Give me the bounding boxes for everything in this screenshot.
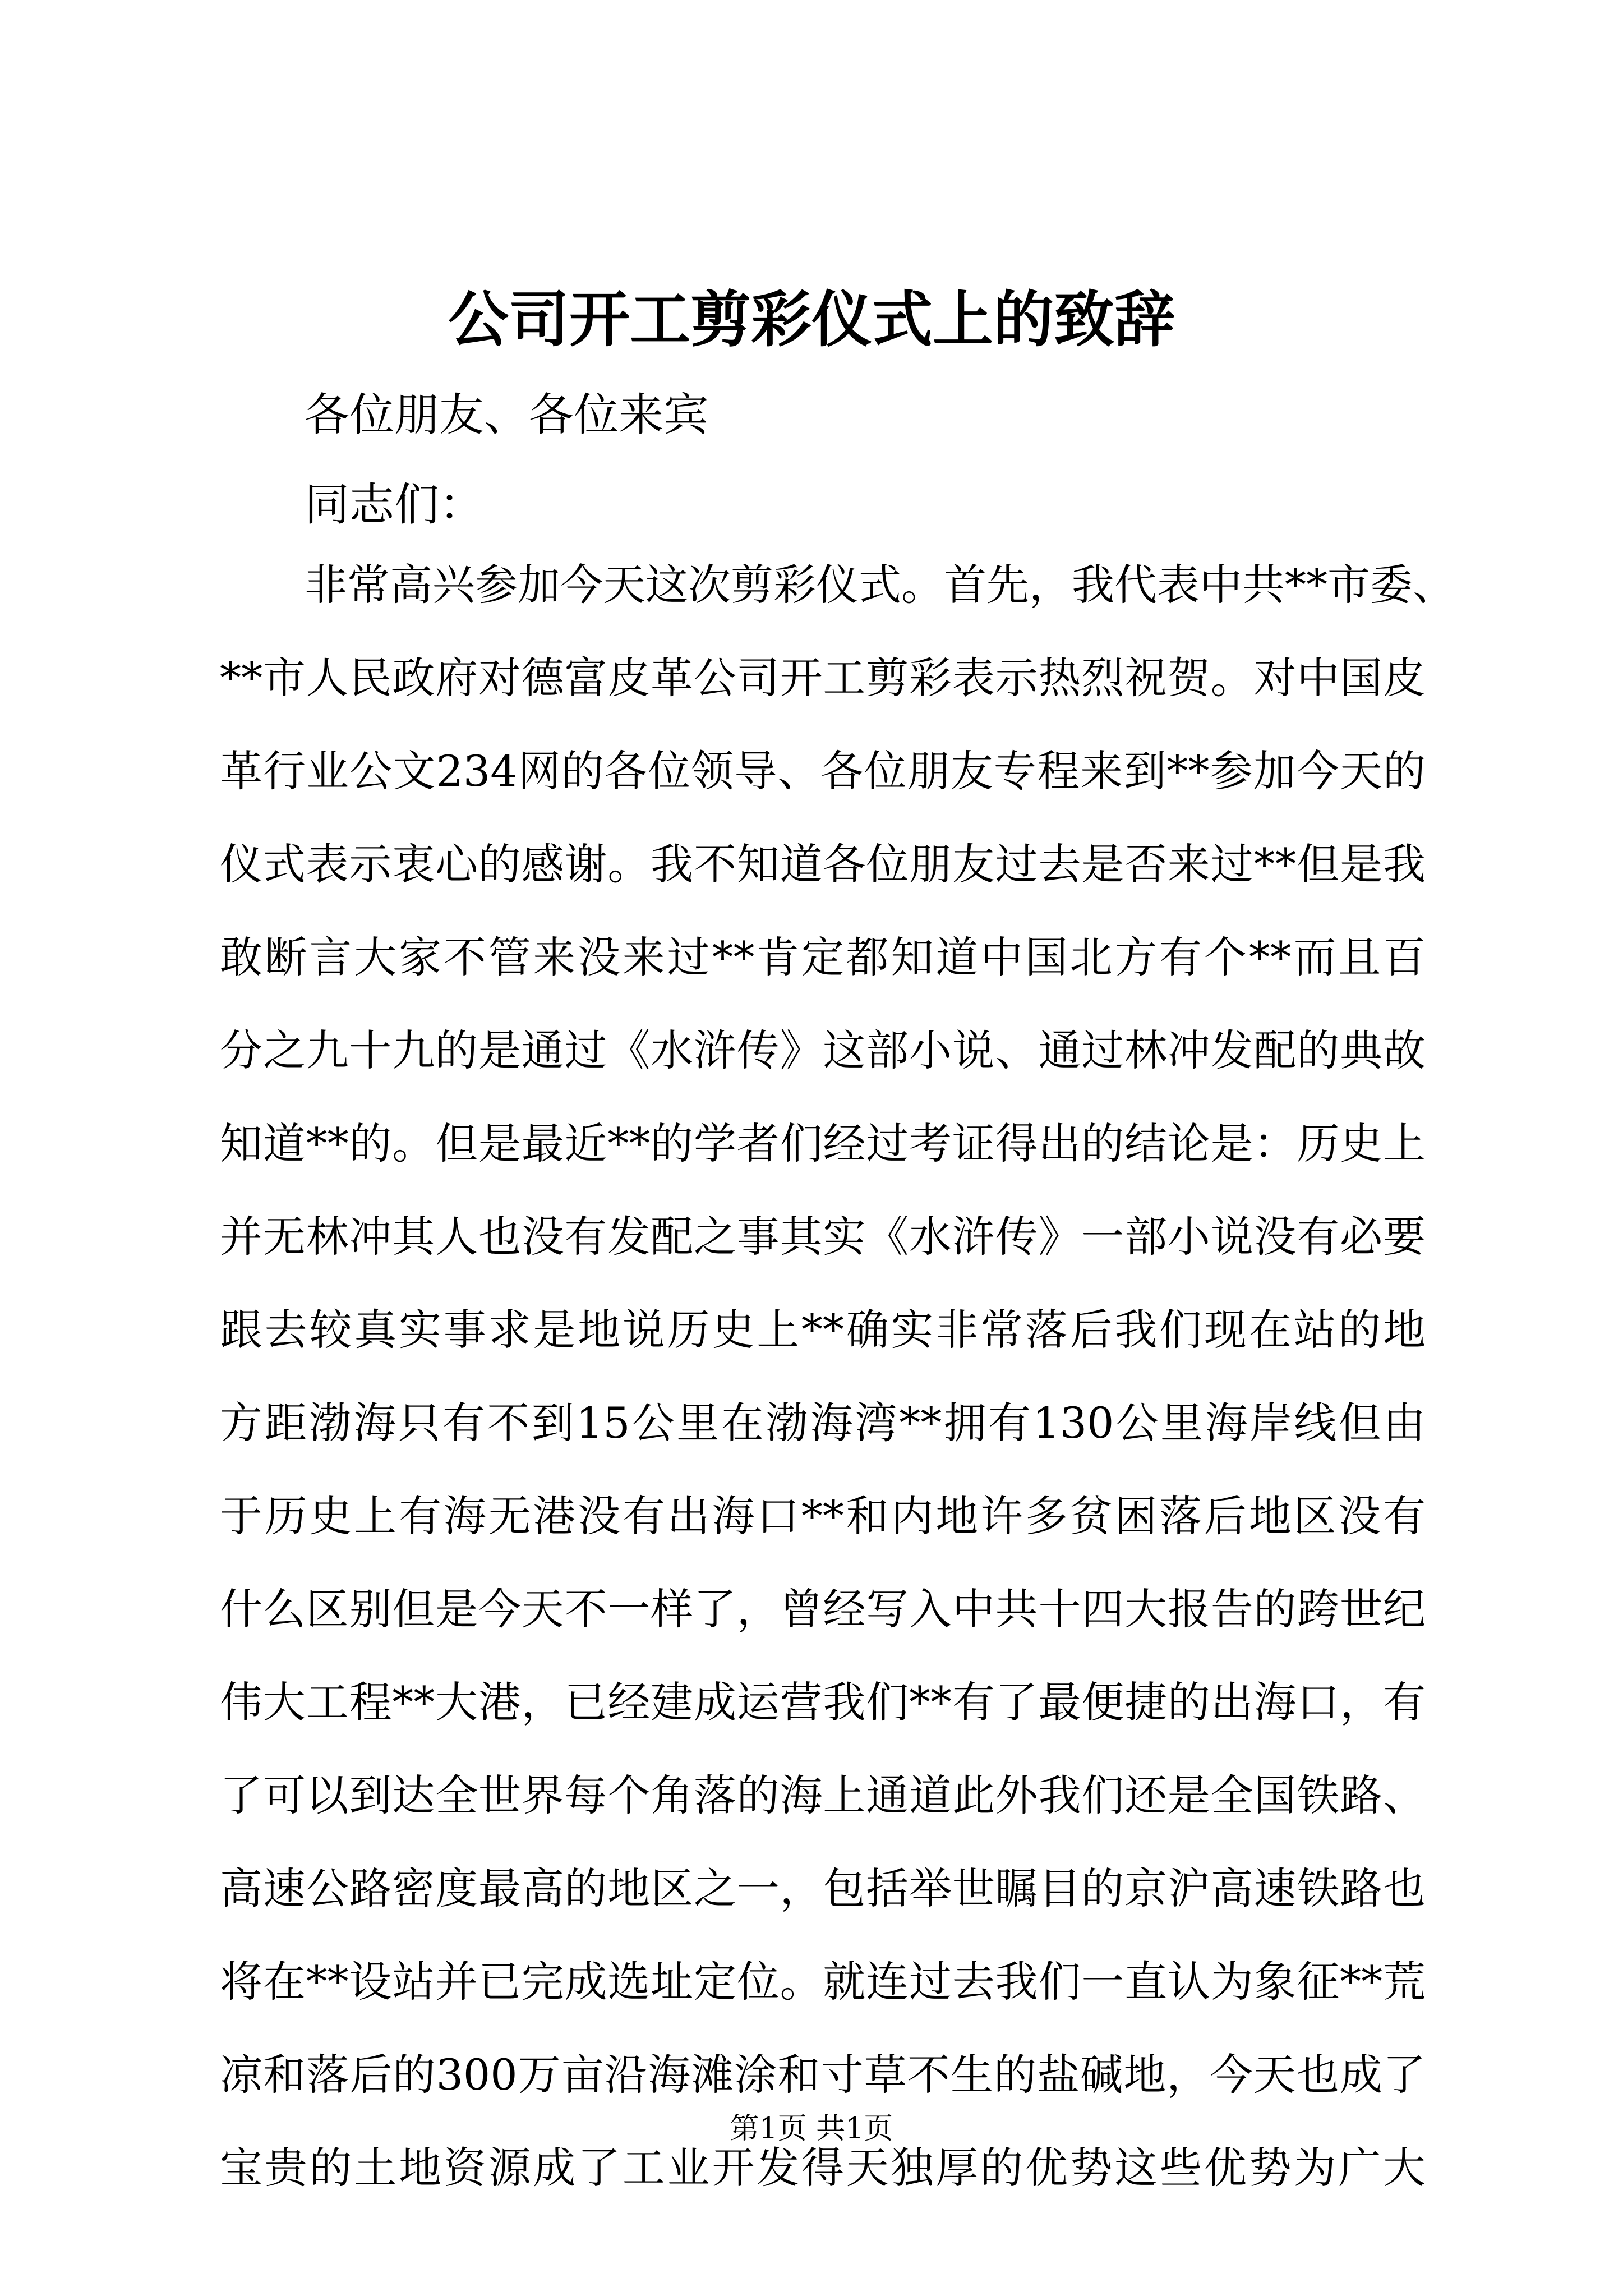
body-line: **市人民政府对德富皮革公司开工剪彩表示热烈祝贺。对中国皮	[220, 653, 1426, 703]
body-line: 凉和落后的300万亩沿海滩涂和寸草不生的盐碱地，今天也成了	[220, 2050, 1426, 2100]
page-footer: 第1页 共1页	[730, 2112, 893, 2146]
body-line: 仪式表示衷心的感谢。我不知道各位朋友过去是否来过**但是我	[220, 839, 1426, 889]
body-line: 分之九十九的是通过《水浒传》这部小说、通过林冲发配的典故	[220, 1025, 1426, 1075]
body-line: 跟去较真实事求是地说历史上**确实非常落后我们现在站的地	[220, 1305, 1426, 1355]
body-line: 将在**设站并已完成选址定位。就连过去我们一直认为象征**荒	[220, 1957, 1426, 2007]
body-line: 高速公路密度最高的地区之一，包括举世瞩目的京沪高速铁路也	[220, 1864, 1426, 1913]
body-line: 宝贵的土地资源成了工业开发得天独厚的优势这些优势为广大	[220, 2143, 1426, 2193]
body-line: 非常高兴参加今天这次剪彩仪式。首先，我代表中共**市委、	[305, 560, 1455, 610]
body-line: 了可以到达全世界每个角落的海上通道此外我们还是全国铁路、	[220, 1770, 1426, 1820]
speech-body	[220, 539, 1455, 2215]
salutation-guests: 各位朋友、各位来宾	[305, 389, 708, 441]
body-line: 并无林冲其人也没有发配之事其实《水浒传》一部小说没有必要	[220, 1212, 1426, 1262]
body-line: 方距渤海只有不到15公里在渤海湾**拥有130公里海岸线但由	[220, 1398, 1426, 1448]
body-line: 知道**的。但是最近**的学者们经过考证得出的结论是：历史上	[220, 1119, 1426, 1168]
salutation-comrades: 同志们：	[305, 478, 484, 531]
body-line: 敢断言大家不管来没来过**肯定都知道中国北方有个**而且百	[220, 932, 1426, 982]
body-line: 什么区别但是今天不一样了，曾经写入中共十四大报告的跨世纪	[220, 1584, 1426, 1634]
body-line: 革行业公文234网的各位领导、各位朋友专程来到**参加今天的	[220, 746, 1426, 796]
body-line: 于历史上有海无港没有出海口**和内地许多贫困落后地区没有	[220, 1491, 1426, 1541]
document-title: 公司开工剪彩仪式上的致辞	[448, 284, 1175, 355]
body-line: 伟大工程**大港，已经建成运营我们**有了最便捷的出海口，有	[220, 1677, 1426, 1727]
